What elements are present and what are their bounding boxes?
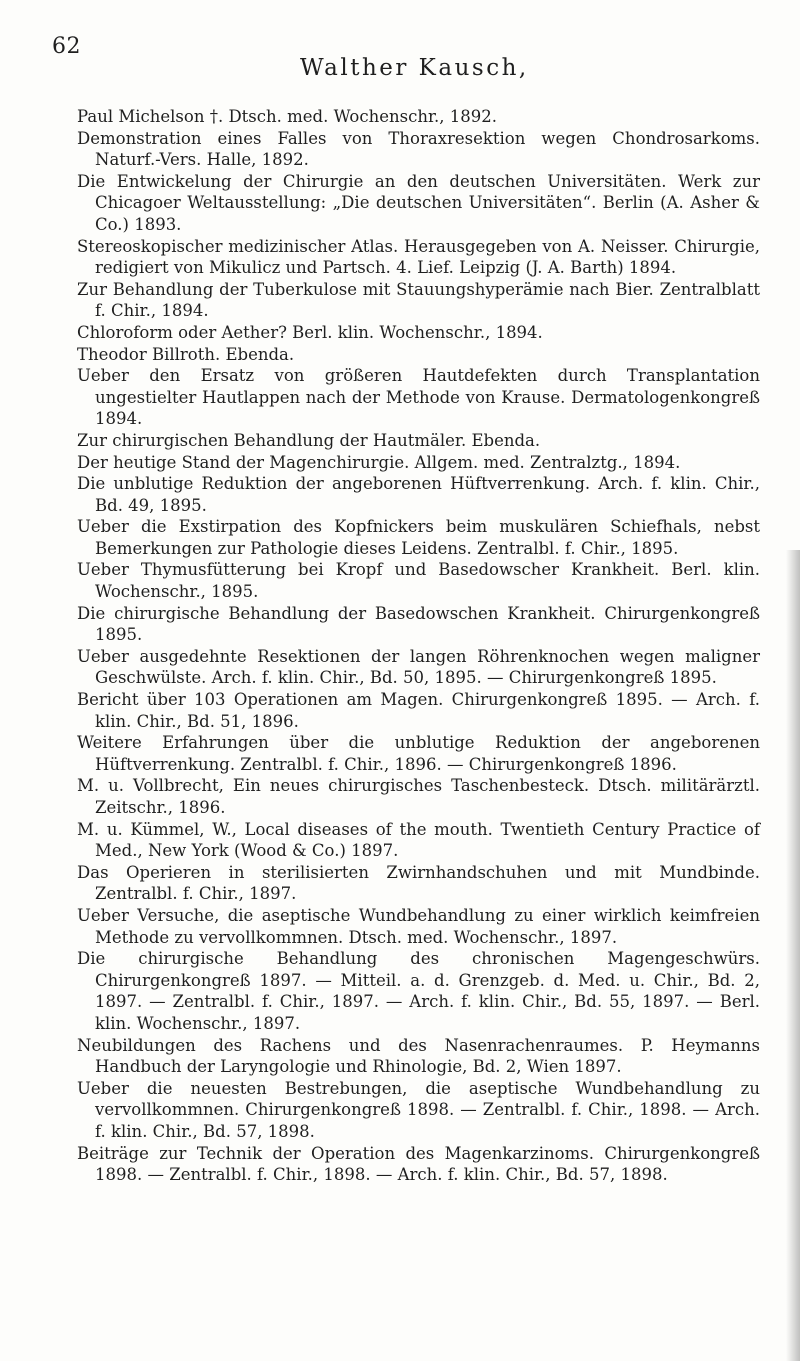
bibliography-list — [77, 106, 760, 1186]
bibliography-entry: Ueber ausgedehnte Resektionen der langen Röhrenknochen wegen maligner Geschwülste. Arch. f. klin. Chir., Bd. 50, 1895. — Chirurgenkongreß 1895. — [77, 646, 760, 688]
bibliography-entry: Theodor Billroth. Ebenda. — [77, 344, 295, 364]
bibliography-entry: Zur Behandlung der Tuberkulose mit Stauungshyperämie nach Bier. Zentralblatt f. Chir., 1894. — [77, 279, 760, 321]
bibliography-entry: Die chirurgische Behandlung des chronischen Magengeschwürs. Chirurgenkongreß 1897. — Mitteil. a. d. Grenzgeb. d. Med. u. Chir., Bd. 2, 1897. — Zentralbl. f. Chir., 1897. — Arch. f. klin. Chir., Bd. 55, 1897. — Berl. klin. Wochenschr., 1897. — [77, 949, 760, 1033]
bibliography-entry: Demonstration eines Falles von Thoraxresektion wegen Chondrosarkoms. Naturf.-Vers. Halle, 1892. — [77, 128, 760, 170]
bibliography-entry: Chloroform oder Aether? Berl. klin. Wochenschr., 1894. — [77, 322, 543, 342]
running-head: Walther Kausch, — [300, 55, 529, 81]
page-number: 62 — [52, 34, 81, 59]
bibliography-entry: Der heutige Stand der Magenchirurgie. Allgem. med. Zentralztg., 1894. — [77, 452, 681, 472]
bibliography-entry: Die unblutige Reduktion der angeborenen Hüftverrenkung. Arch. f. klin. Chir., Bd. 49, 1895. — [77, 474, 760, 515]
page-edge-shadow — [786, 550, 800, 1361]
bibliography-entry: Ueber Thymusfütterung bei Kropf und Basedowscher Krankheit. Berl. klin. Wochenschr., 1895. — [77, 560, 760, 602]
bibliography-entry: Die chirurgische Behandlung der Basedowschen Krankheit. Chirurgenkongreß 1895. — [77, 603, 760, 645]
bibliography-entry: Bericht über 103 Operationen am Magen. Chirurgenkongreß 1895. — Arch. f. klin. Chir., Bd. 51, 1896. — [77, 690, 760, 731]
bibliography-entry: Beiträge zur Technik der Operation des Magenkarzinoms. Chirurgenkongreß 1898. — Zentralbl. f. Chir., 1898. — Arch. f. klin. Chir., Bd. 57, 1898. — [77, 1143, 760, 1185]
bibliography-entry: Paul Michelson †. Dtsch. med. Wochenschr., 1892. — [77, 107, 498, 126]
bibliography-entry: Ueber die neuesten Bestrebungen, die aseptische Wundbehandlung zu vervollkommnen. Chirurgenkongreß 1898. — Zentralbl. f. Chir., 1898. — Arch. f. klin. Chir., Bd. 57, 1898. — [77, 1078, 760, 1141]
bibliography-entry: Stereoskopischer medizinischer Atlas. Herausgegeben von A. Neisser. Chirurgie, redigiert von Mikulicz und Partsch. 4. Lief. Leipzig (J. A. Barth) 1894. — [77, 236, 760, 278]
bibliography-entry: Weitere Erfahrungen über die unblutige Reduktion der angeborenen Hüftverrenkung. Zentralbl. f. Chir., 1896. — Chirurgenkongreß 1896. — [77, 733, 760, 774]
bibliography-entry: Zur chirurgischen Behandlung der Hautmäler. Ebenda. — [77, 430, 541, 450]
bibliography-entry: Das Operieren in sterilisierten Zwirnhandschuhen und mit Mundbinde. Zentralbl. f. Chir., 1897. — [77, 862, 760, 904]
bibliography-entry: Die Entwickelung der Chirurgie an den deutschen Universitäten. Werk zur Chicagoer Weltausstellung: „Die deutschen Universitäten“. Berlin (A. Asher & Co.) 1893. — [77, 171, 760, 234]
bibliography-entry: Ueber den Ersatz von größeren Hautdefekten durch Transplantation ungestielter Hautlappen nach der Methode von Krause. Dermatologenkongreß 1894. — [77, 366, 760, 429]
bibliography-entry: M. u. Vollbrecht, Ein neues chirurgisches Taschenbesteck. Dtsch. militärärztl. Zeitschr., 1896. — [77, 776, 760, 817]
bibliography-entry: Neubildungen des Rachens und des Nasenrachenraumes. P. Heymanns Handbuch der Laryngologie und Rhinologie, Bd. 2, Wien 1897. — [77, 1035, 760, 1077]
bibliography-entry: Ueber die Exstirpation des Kopfnickers beim muskulären Schiefhals, nebst Bemerkungen zur Pathologie dieses Leidens. Zentralbl. f. Chir., 1895. — [77, 517, 760, 558]
bibliography-entry: M. u. Kümmel, W., Local diseases of the mouth. Twentieth Century Practice of Med., New York (Wood & Co.) 1897. — [77, 819, 760, 861]
bibliography-entry: Ueber Versuche, die aseptische Wundbehandlung zu einer wirklich keimfreien Methode zu vervollkommnen. Dtsch. med. Wochenschr., 1897. — [77, 905, 760, 947]
